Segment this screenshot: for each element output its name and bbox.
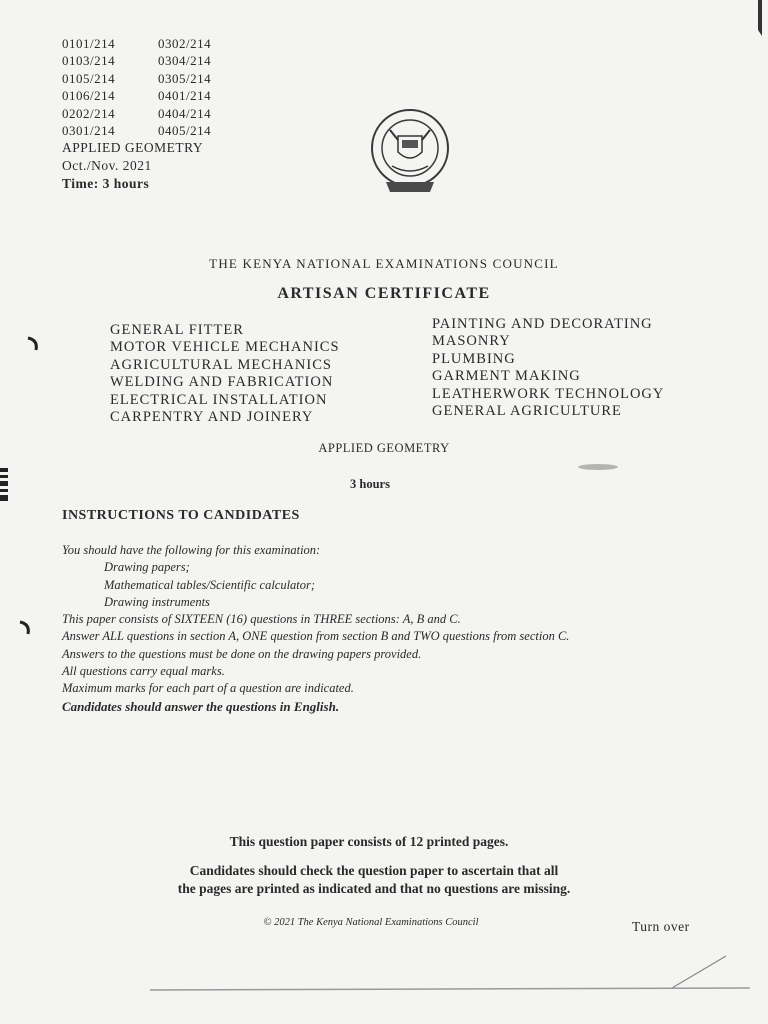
paper-code: 0401/214 xyxy=(158,88,212,104)
instructions-body xyxy=(62,542,569,715)
paper-meta xyxy=(62,139,203,193)
instruction-line: Answer ALL questions in section A, ONE question from section B and TWO questions from section C. xyxy=(62,629,570,644)
instruction-line: All questions carry equal marks. xyxy=(62,664,225,679)
trade-item: AGRICULTURAL MECHANICS xyxy=(110,356,332,373)
trade-item: GENERAL AGRICULTURE xyxy=(432,403,622,420)
paper-subject-heading: APPLIED GEOMETRY xyxy=(62,140,204,155)
punch-hole-mark-bottom xyxy=(18,620,32,636)
instruction-line: Answers to the questions must be done on the drawing papers provided. xyxy=(62,646,422,661)
instruction-line: This paper consists of SIXTEEN (16) questions in THREE sections: A, B and C. xyxy=(62,612,461,627)
council-name: THE KENYA NATIONAL EXAMINATIONS COUNCIL xyxy=(209,256,559,271)
instructions-language: Candidates should answer the questions in English. xyxy=(62,698,340,714)
check-pages-line-1: Candidates should check the question paper to ascertain that all xyxy=(189,863,559,878)
smudge-mark xyxy=(576,462,620,472)
trade-item: PAINTING AND DECORATING xyxy=(432,316,653,332)
barcode-edge-mark xyxy=(0,468,8,502)
certificate-title: ARTISAN CERTIFICATE xyxy=(277,285,491,302)
paper-codes xyxy=(62,36,242,140)
paper-duration: 3 hours xyxy=(350,477,390,491)
paper-code-row xyxy=(62,36,242,53)
trade-item: PLUMBING xyxy=(432,350,516,367)
copyright-notice: © 2021 The Kenya National Examinations Council xyxy=(263,917,479,928)
trade-item: GENERAL FITTER xyxy=(110,322,244,338)
trades-list-right xyxy=(432,316,664,420)
exam-time: Time: 3 hours xyxy=(62,176,150,191)
turn-over-note: Turn over xyxy=(632,919,690,934)
required-item: Drawing papers; xyxy=(104,560,190,575)
trade-item: MASONRY xyxy=(432,333,511,350)
paper-code: 0405/214 xyxy=(158,122,212,138)
paper-code: 0404/214 xyxy=(158,105,212,121)
trade-item: WELDING AND FABRICATION xyxy=(110,374,334,391)
trade-item: ELECTRICAL INSTALLATION xyxy=(110,391,328,408)
check-pages-note xyxy=(0,862,748,898)
trades-list-left xyxy=(110,322,340,426)
paper-code-row xyxy=(62,71,242,88)
check-pages-line-2: the pages are printed as indicated and that no questions are missing. xyxy=(177,881,571,896)
trade-item: LEATHERWORK TECHNOLOGY xyxy=(432,385,665,402)
instruction-line: Maximum marks for each part of a question are indicated. xyxy=(62,681,354,696)
instructions-intro: You should have the following for this examination: xyxy=(62,543,321,557)
trade-item: MOTOR VEHICLE MECHANICS xyxy=(110,339,340,356)
required-item: Drawing instruments xyxy=(104,594,210,609)
page-edge-shadow xyxy=(752,0,768,40)
trade-item: GARMENT MAKING xyxy=(432,368,581,385)
paper-code: 0105/214 xyxy=(62,70,116,86)
paper-code: 0101/214 xyxy=(62,36,116,51)
required-item: Mathematical tables/Scientific calculator; xyxy=(104,577,316,592)
paper-code: 0106/214 xyxy=(62,88,116,104)
coat-of-arms-seal xyxy=(368,106,452,196)
paper-code-row xyxy=(62,106,242,123)
paper-code: 0302/214 xyxy=(158,36,212,51)
printed-pages-note: This question paper consists of 12 printed pages. xyxy=(229,834,509,849)
bottom-scan-line xyxy=(150,986,750,994)
trade-item: CARPENTRY AND JOINERY xyxy=(110,409,314,426)
exam-date: Oct./Nov. 2021 xyxy=(62,158,152,173)
punch-hole-mark-top xyxy=(26,336,40,352)
paper-code-row xyxy=(62,123,242,140)
paper-code: 0305/214 xyxy=(158,70,212,86)
instructions-heading: INSTRUCTIONS TO CANDIDATES xyxy=(62,508,300,523)
paper-code: 0304/214 xyxy=(158,53,212,69)
paper-code: 0301/214 xyxy=(62,122,116,138)
paper-subject: APPLIED GEOMETRY xyxy=(318,441,450,455)
paper-code: 0202/214 xyxy=(62,105,116,121)
paper-code-row xyxy=(62,88,242,105)
paper-code: 0103/214 xyxy=(62,53,116,69)
paper-code-row xyxy=(62,53,242,70)
